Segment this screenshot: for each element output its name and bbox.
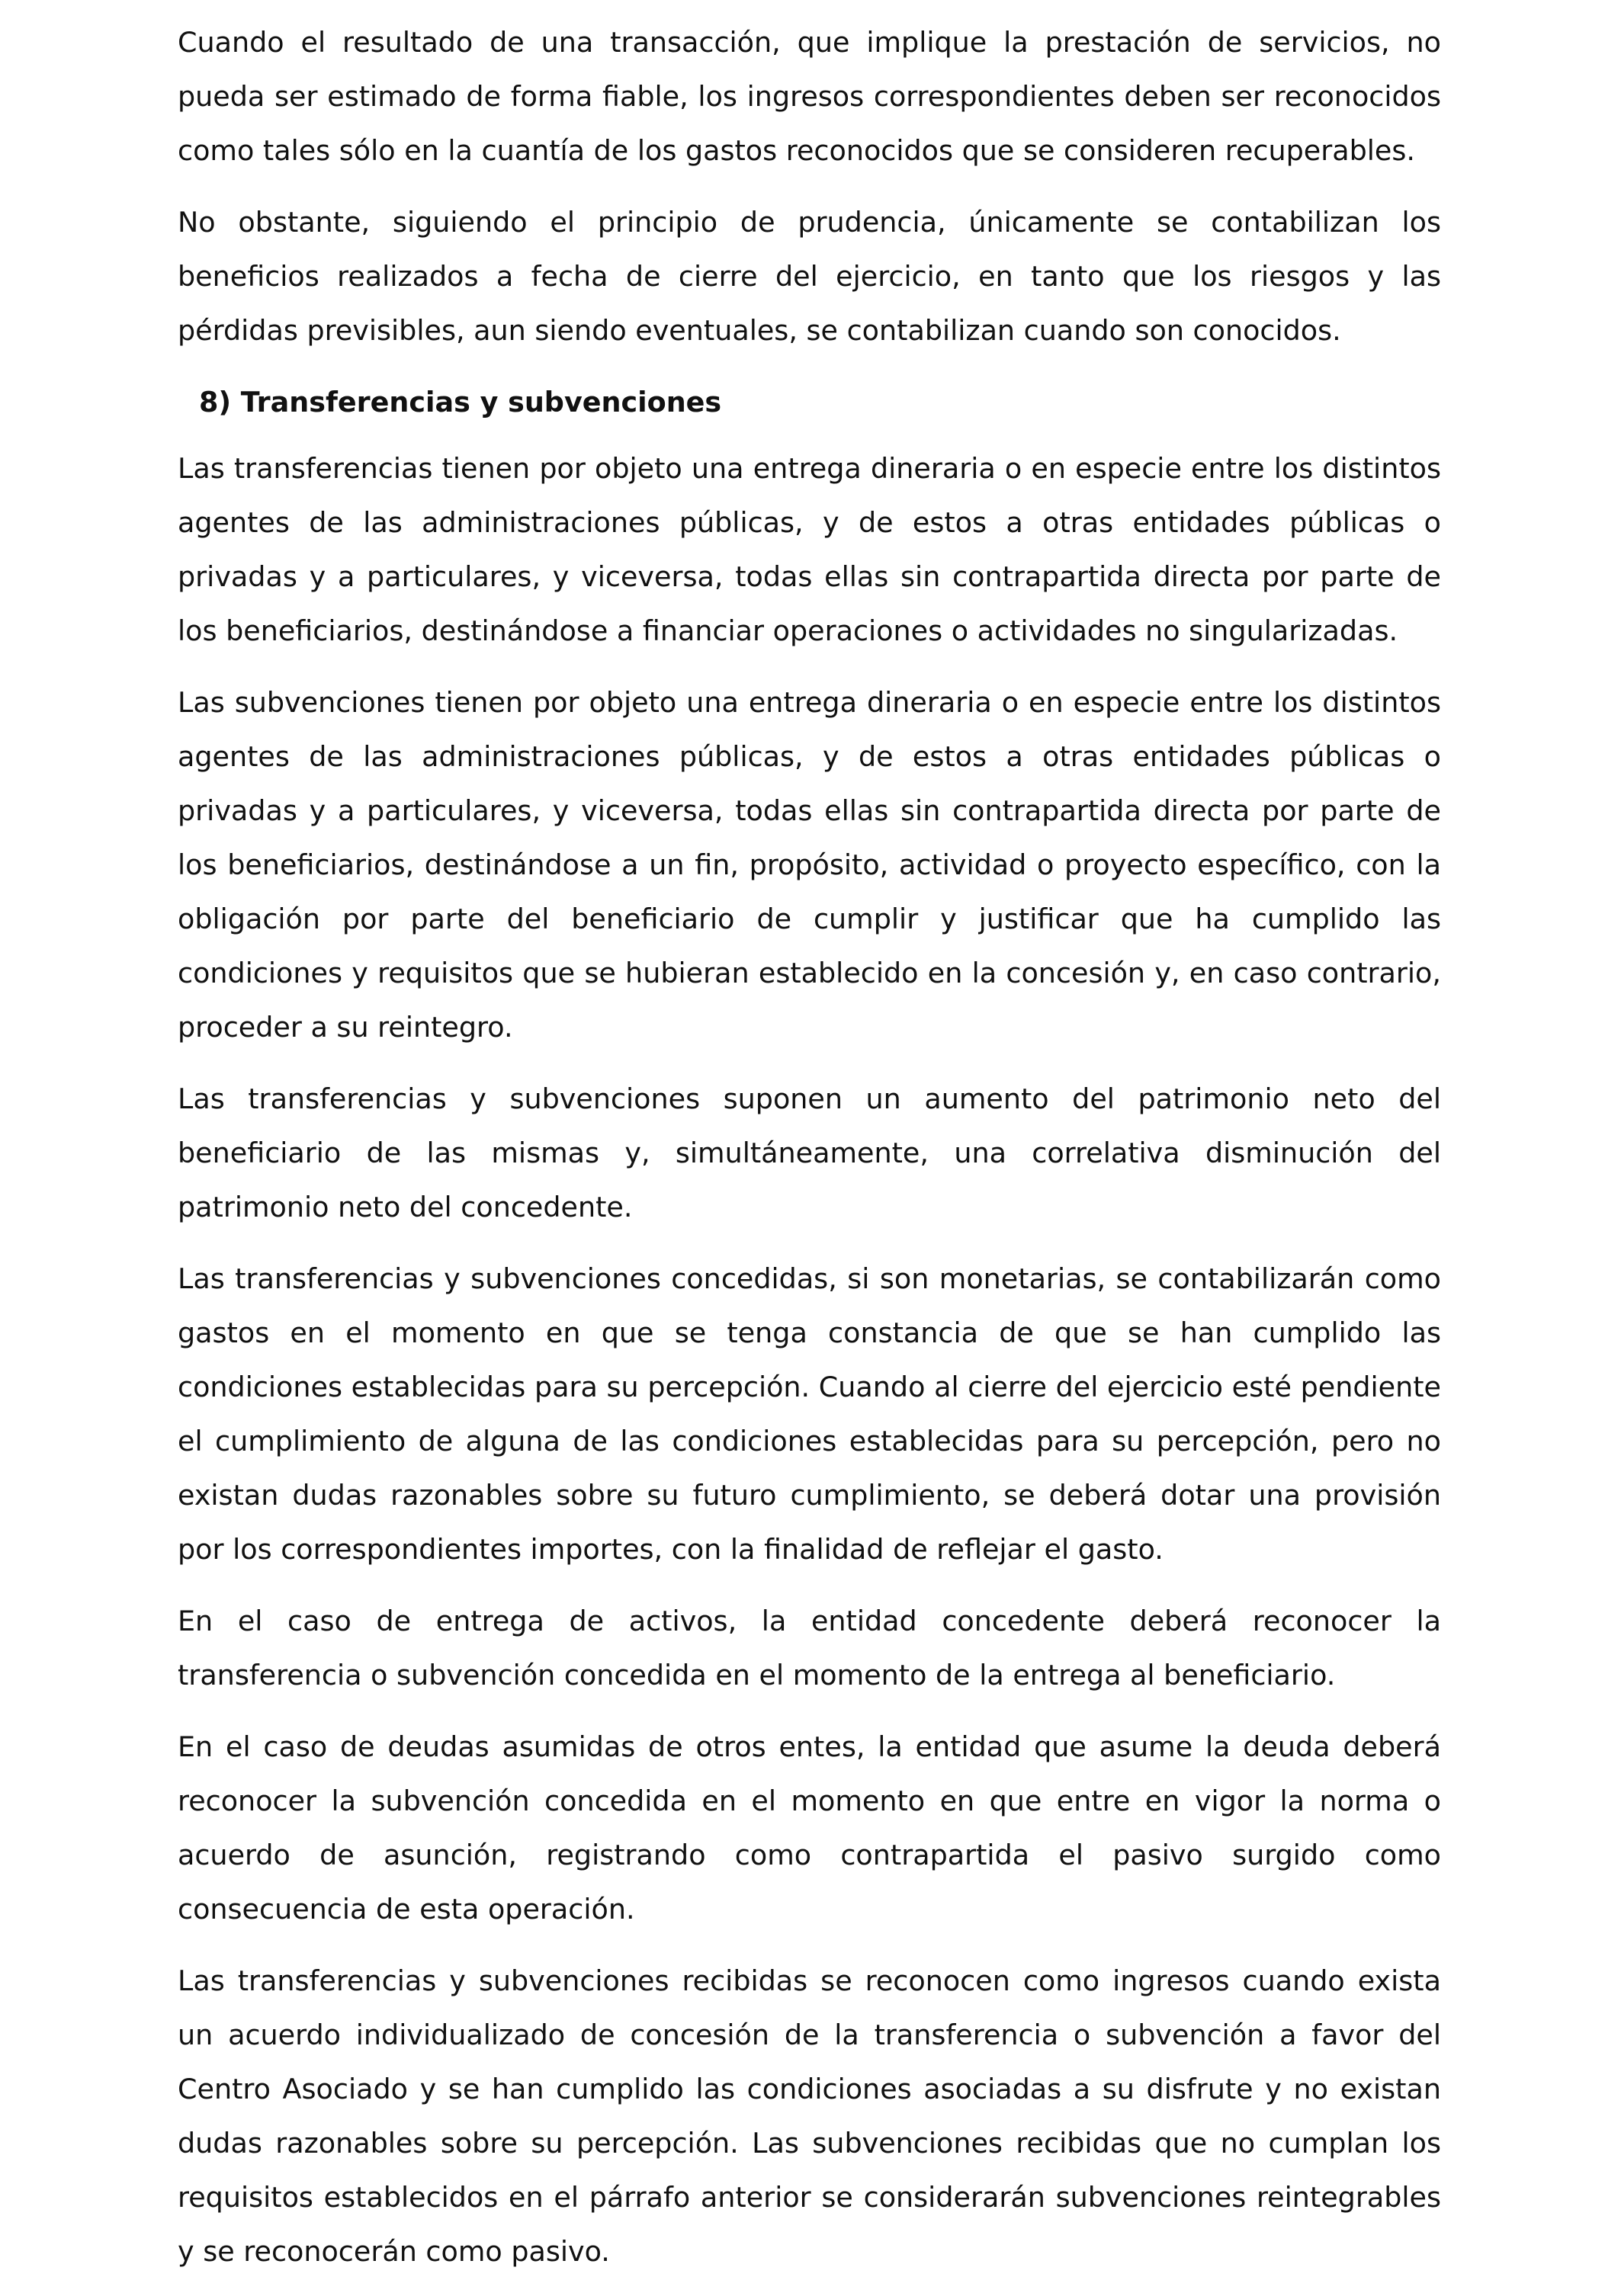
paragraph: Las transferencias y subvenciones suponen un aumento del patrimonio neto del beneficiario de las mismas y, simultáneamente, una correlativa disminución del patrimonio neto del concedente. (178, 1082, 1441, 1223)
paragraph: Las transferencias y subvenciones concedidas, si son monetarias, se contabilizarán como gastos en el momento en que se tenga constancia de que se han cumplido las condiciones establecidas para su percepción. Cuando al cierre del ejercicio esté pendiente el cumplimiento de alguna de las condiciones establecidas para su percepción, pero no existan dudas razonables sobre su futuro cumplimiento, se deberá dotar una provisión por los correspondientes importes, con la finalidad de reflejar el gasto. (178, 1262, 1441, 1566)
paragraph: Las transferencias y subvenciones recibidas se reconocen como ingresos cuando exista un acuerdo individualizado de concesión de la transferencia o subvención a favor del Centro Asociado y se han cumplido las condiciones asociadas a su disfrute y no existan dudas razonables sobre su percepción. Las subvenciones recibidas que no cumplan los requisitos establecidos en el párrafo anterior se considerarán subvenciones reintegrables y se reconocerán como pasivo. (178, 1964, 1441, 2268)
paragraph: Las transferencias tienen por objeto una entrega dineraria o en especie entre los distintos agentes de las administraciones públicas, y de estos a otras entidades públicas o privadas y a particulares, y viceversa, todas ellas sin contrapartida directa por parte de los beneficiarios, destinándose a financiar operaciones o actividades no singularizadas. (178, 452, 1441, 647)
paragraph: En el caso de deudas asumidas de otros entes, la entidad que asume la deuda deberá reconocer la subvención concedida en el momento en que entre en vigor la norma o acuerdo de asunción, registrando como contrapartida el pasivo surgido como consecuencia de esta operación. (178, 1730, 1441, 1926)
section-heading: 8) Transferencias y subvenciones (199, 386, 722, 418)
paragraph: Las subvenciones tienen por objeto una entrega dineraria o en especie entre los distintos agentes de las administraciones públicas, y de estos a otras entidades públicas o privadas y a particulares, y viceversa, todas ellas sin contrapartida directa por parte de los beneficiarios, destinándose a un fin, propósito, actividad o proyecto específico, con la obligación por parte del beneficiario de cumplir y justificar que ha cumplido las condiciones y requisitos que se hubieran establecido en la concesión y, en caso contrario, proceder a su reintegro. (178, 686, 1441, 1044)
paragraph: Cuando el resultado de una transacción, que implique la prestación de servicios, no pueda ser estimado de forma fiable, los ingresos correspondientes deben ser reconocidos como tales sólo en la cuantía de los gastos reconocidos que se consideren recuperables. (178, 26, 1441, 167)
document-page (178, 15, 1441, 2296)
paragraph: No obstante, siguiendo el principio de prudencia, únicamente se contabilizan los beneficios realizados a fecha de cierre del ejercicio, en tanto que los riesgos y las pérdidas previsibles, aun siendo eventuales, se contabilizan cuando son conocidos. (178, 206, 1441, 347)
paragraph: En el caso de entrega de activos, la entidad concedente deberá reconocer la transferencia o subvención concedida en el momento de la entrega al beneficiario. (178, 1605, 1441, 1692)
